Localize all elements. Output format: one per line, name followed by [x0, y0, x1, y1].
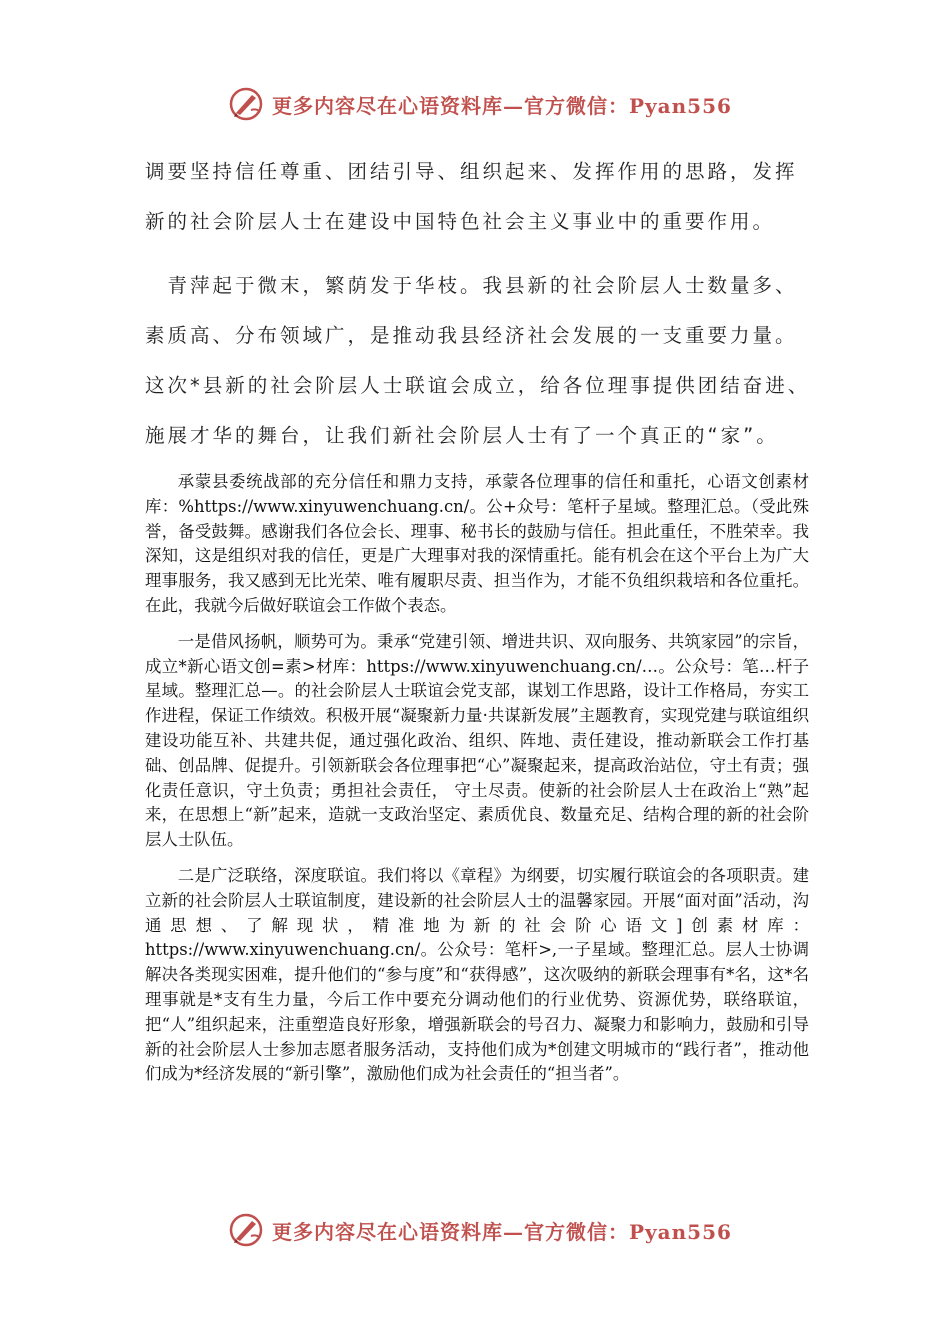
header-banner: [228, 84, 748, 124]
large-text-block: [145, 147, 835, 461]
paragraph: 二是广泛联络，深度联谊。我们将以《章程》为纲要，切实履行联谊会的各项职责。建立新的社会阶层人士联谊制度，建设新的社会阶层人士的温馨家园。开展“面对面”活动，沟通思想、了解现状，精准地为新的社会阶心语文]创素材库：https://www.xinyuwenchuang.cn/。公众号：笔杆>,一子星域。整理汇总。层人士协调解决各类现实困难，提升他们的“参与度”和“获得感”，这次吸纳的新联会理事有*名，这*名理事就是*支有生力量，今后工作中要充分调动他们的行业优势、资源优势，联络联谊，把“人”组织起来，注重塑造良好形象，增强新联会的号召力、凝聚力和影响力，鼓励和引导新的社会阶层人士参加志愿者服务活动，支持他们成为*创建文明城市的“践行者”，推动他们成为*经济发展的“新引擎”，激励他们成为社会责任的“担当者”。: [145, 865, 809, 1084]
pen-logo-icon: [228, 1212, 264, 1248]
text-line: 新的社会阶层人士在建设中国特色社会主义事业中的重要作用。: [145, 210, 776, 233]
pen-logo-icon: [228, 86, 264, 122]
header-banner-text: 更多内容尽在心语资料库—官方微信：Pyan556: [272, 93, 732, 118]
text-line: 青萍起于微末，繁荫发于华枝。我县新的社会阶层人士数量多、: [145, 274, 798, 297]
body-text: [145, 470, 809, 1098]
text-line: 素质高、分布领域广，是推动我县经济社会发展的一支重要力量。: [145, 324, 798, 347]
text-line: 施展才华的舞台，让我们新社会阶层人士有了一个真正的“家”。: [145, 424, 779, 447]
paragraph: 承蒙县委统战部的充分信任和鼎力支持，承蒙各位理事的信任和重托，心语文创素材库：%https://www.xinyuwenchuang.cn/。公+众号：笔杆子星域。整理汇总。（受此殊誉，备受鼓舞。感谢我们各位会长、理事、秘书长的鼓励与信任。担此重任，不胜荣幸。我深知，这是组织对我的信任，更是广大理事对我的深情重托。能有机会在这个平台上为广大理事服务，我又感到无比光荣、唯有履职尽责、担当作为，才能不负组织栽培和各位重托。在此，我就今后做好联谊会工作做个表态。: [145, 472, 809, 615]
footer-banner: [228, 1210, 748, 1250]
text-line: 调要坚持信任尊重、团结引导、组织起来、发挥作用的思路，发挥: [145, 160, 798, 183]
paragraph: 一是借风扬帆，顺势可为。秉承“党建引领、增进共识、双向服务、共筑家园”的宗旨，成立*新心语文创=素>材库：https://www.xinyuwenchuang.cn/…。公众号：笔…杆子星域。整理汇总—。的社会阶层人士联谊会党支部，谋划工作思路，设计工作格局，夯实工作进程，保证工作绩效。积极开展“凝聚新力量·共谋新发展”主题教育，实现党建与联谊组织建设功能互补、共建共促，通过强化政治、组织、阵地、责任建设，推动新联会工作打基础、创品牌、促提升。引领新联会各位理事把“心”凝聚起来，提高政治站位，守土有责；强化责任意识，守土负责；勇担社会责任， 守土尽责。使新的社会阶层人士在政治上“熟”起来，在思想上“新”起来，造就一支政治坚定、素质优良、数量充足、结构合理的新的社会阶层人士队伍。: [145, 631, 809, 850]
footer-banner-text: 更多内容尽在心语资料库—官方微信：Pyan556: [272, 1219, 732, 1244]
text-line: 这次*县新的社会阶层人士联谊会成立，给各位理事提供团结奋进、: [145, 374, 811, 397]
